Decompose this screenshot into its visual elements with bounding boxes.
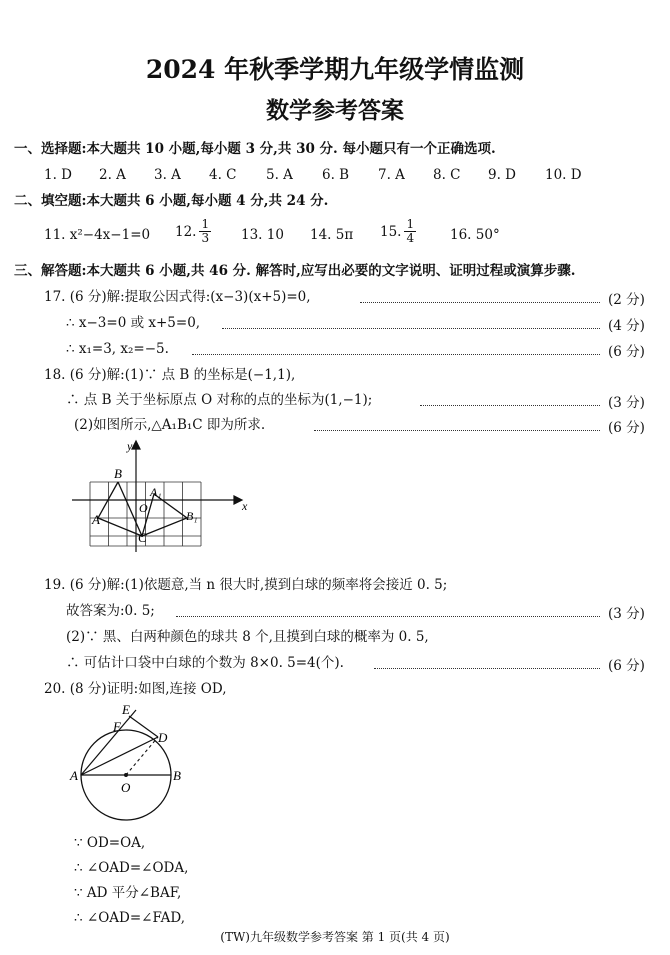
q17-line3: ∴ x₁=3, x₂=−5. (66, 341, 169, 357)
point-label-d: D (158, 730, 168, 745)
fraction-denominator: 3 (201, 231, 210, 245)
leader-dots (374, 668, 600, 669)
point-label-f: F (113, 719, 121, 734)
center-point (124, 773, 128, 777)
q18-line1: 18. (6 分)解:(1)∵ 点 B 的坐标是(−1,1), (44, 367, 296, 383)
q20-line5: ∴ ∠OAD=∠FAD, (74, 910, 186, 926)
point-label-o: O (121, 780, 131, 795)
answer-11: 11. x²−4x−1=0 (44, 227, 151, 243)
answer-7: 7. A (378, 167, 405, 183)
line-ae (81, 710, 136, 775)
line-od-dashed (126, 737, 158, 775)
q18-score3: (6 分) (608, 420, 645, 436)
answer-1: 1. D (44, 167, 72, 183)
answer-4: 4. C (209, 167, 237, 183)
section1-heading: 一、选择题:本大题共 10 小题,每小题 3 分,共 30 分. 每小题只有一个正确选项. (14, 141, 496, 157)
fraction-one-quarter (404, 218, 416, 245)
point-label-a1: A₁ (150, 485, 162, 499)
answer-14: 14. 5π (310, 227, 354, 243)
answer-16: 16. 50° (450, 227, 500, 243)
answer-10: 10. D (545, 167, 582, 183)
leader-dots (192, 354, 600, 355)
q17-line1: 17. (6 分)解:提取公因式得:(x−3)(x+5)=0, (44, 289, 311, 305)
leader-dots (420, 405, 600, 406)
page-footer: (TW)九年级数学参考答案 第 1 页(共 4 页) (220, 930, 450, 944)
fraction-numerator: 1 (406, 217, 415, 231)
q17-score2: (4 分) (608, 318, 645, 334)
q17-line2: ∴ x−3=0 或 x+5=0, (66, 315, 201, 331)
q20-line2: ∵ OD=OA, (74, 835, 146, 851)
answer-8: 8. C (433, 167, 461, 183)
answer-2: 2. A (99, 167, 126, 183)
leader-dots (314, 430, 600, 431)
leader-dots (360, 302, 600, 303)
page-title: 2024 年秋季学期九年级学情监测 (145, 55, 525, 84)
line-ad (81, 737, 158, 775)
q20-line4: ∵ AD 平分∠BAF, (74, 885, 182, 901)
section3-heading: 三、解答题:本大题共 6 小题,共 46 分. 解答时,应写出必要的文字说明、证明过程或演算步骤. (14, 263, 576, 279)
q17-score1: (2 分) (608, 292, 645, 308)
point-label-a: A (92, 512, 100, 527)
answer-12-label: 12. (175, 223, 197, 240)
point-label-o: O (139, 501, 148, 515)
point-label-b1: B₁ (186, 509, 198, 523)
answer-12 (175, 218, 211, 245)
q19-score2: (3 分) (608, 606, 645, 622)
point-label-a: A (70, 768, 78, 783)
section2-heading: 二、填空题:本大题共 6 小题,每小题 4 分,共 24 分. (14, 193, 329, 209)
answer-6: 6. B (322, 167, 350, 183)
coordinate-grid-figure (70, 436, 255, 554)
q19-line2: 故答案为:0. 5; (66, 603, 155, 619)
q20-line3: ∴ ∠OAD=∠ODA, (74, 860, 189, 876)
q18-score2: (3 分) (608, 395, 645, 411)
q20-line1: 20. (8 分)证明:如图,连接 OD, (44, 681, 227, 697)
q19-line3: (2)∵ 黑、白两种颜色的球共 8 个,且摸到白球的概率为 0. 5, (66, 629, 429, 645)
point-label-b: B (173, 768, 181, 783)
axis-label-y: y (127, 439, 133, 453)
q18-line2: ∴ 点 B 关于坐标原点 O 对称的点的坐标为(1,−1); (66, 392, 373, 408)
page-subtitle: 数学参考答案 (266, 97, 404, 124)
fraction-numerator: 1 (201, 217, 210, 231)
axis-label-x: x (242, 499, 248, 513)
q17-score3: (6 分) (608, 344, 645, 360)
answer-3: 3. A (154, 167, 181, 183)
answer-13: 13. 10 (241, 227, 284, 243)
leader-dots (222, 328, 600, 329)
answer-15 (380, 218, 416, 245)
circle-figure (66, 700, 196, 825)
answer-9: 9. D (488, 167, 516, 183)
q19-line4: ∴ 可估计口袋中白球的个数为 8×0. 5=4(个). (66, 655, 344, 671)
q18-line3: (2)如图所示,△A₁B₁C 即为所求. (74, 417, 266, 433)
answer-15-label: 15. (380, 223, 402, 240)
q19-score4: (6 分) (608, 658, 645, 674)
leader-dots (176, 616, 600, 617)
point-label-e: E (122, 702, 130, 717)
fraction-one-third (199, 218, 211, 245)
fraction-denominator: 4 (406, 231, 415, 245)
point-label-b: B (114, 466, 122, 481)
point-label-c: C (138, 530, 147, 545)
q19-line1: 19. (6 分)解:(1)依题意,当 n 很大时,摸到白球的频率将会接近 0. 5; (44, 577, 448, 593)
answer-5: 5. A (266, 167, 293, 183)
